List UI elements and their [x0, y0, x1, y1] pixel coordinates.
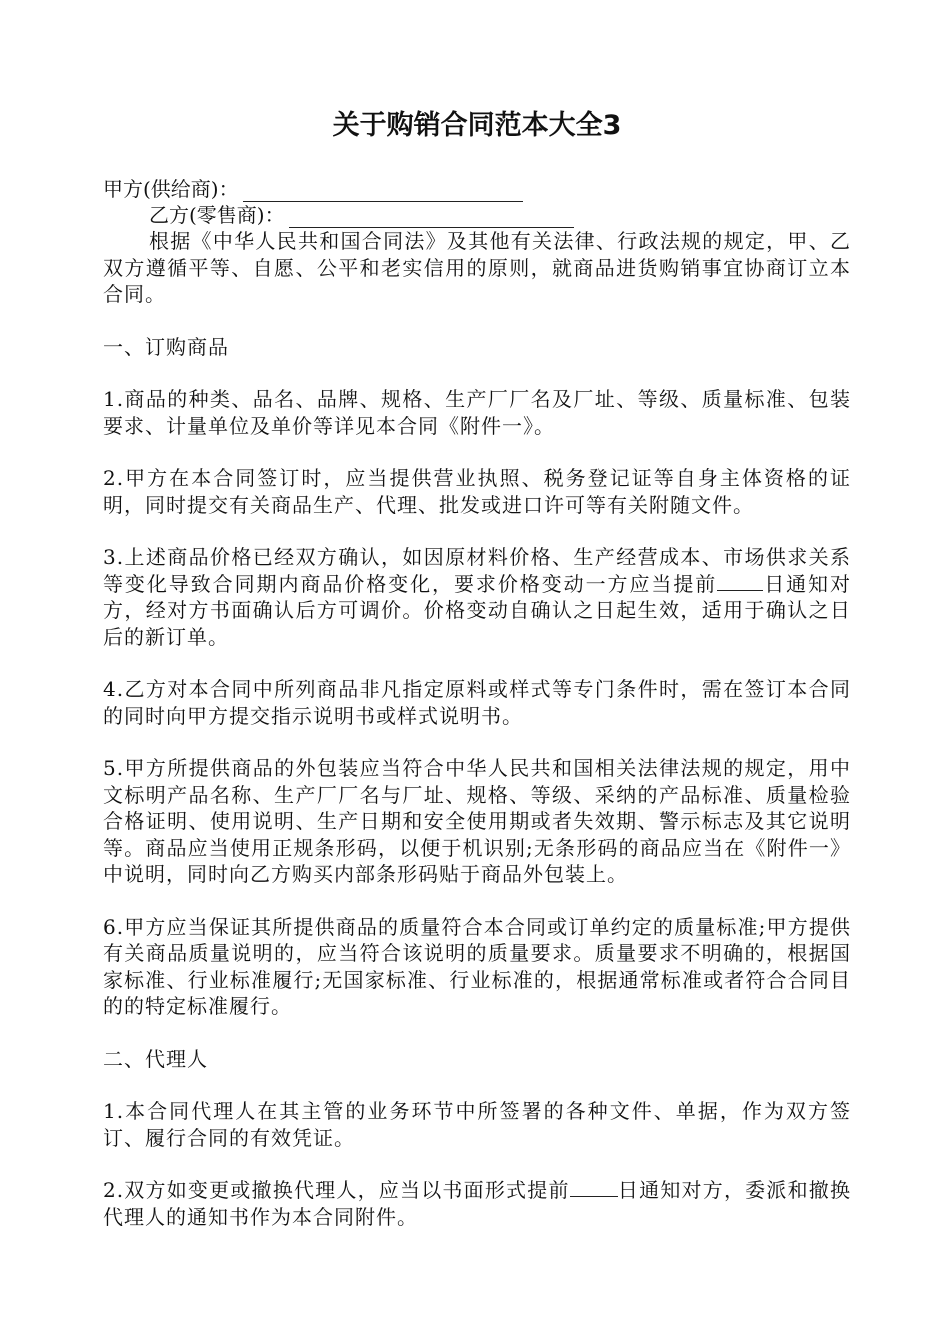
document-page: [103, 106, 851, 1256]
section-1-clause-3: [103, 544, 851, 650]
intro-paragraph: 根据《中华人民共和国合同法》及其他有关法律、行政法规的规定，甲、乙双方遵循平等、自愿、公平和老实信用的原则，就商品进货购销事宜协商订立本合同。: [103, 229, 851, 306]
clause-3-text-b: 日通知对方，经对方书面确认后方可调价。价格变动自确认之日起生效，适用于确认之日后的新订单。: [103, 571, 851, 649]
party-a-line: [103, 176, 851, 202]
party-a-label: 甲方(供给商)：: [103, 177, 239, 201]
party-b-label: 乙方(零售商)：: [149, 203, 285, 227]
section-2-clause-2-text-a: 2.双方如变更或撤换代理人，应当以书面形式提前: [103, 1178, 570, 1202]
section-1-clause-6: 6.甲方应当保证其所提供商品的质量符合本合同或订单约定的质量标准;甲方提供有关商品质量说明的，应当符合该说明的质量要求。质量要求不明确的，根据国家标准、行业标准履行;无国家标准、行业标准的，根据通常标准或者符合合同目的的特定标准履行。: [103, 914, 851, 1018]
party-b-blank: [289, 207, 574, 228]
party-a-blank: [243, 181, 523, 202]
section-2-clause-2-days-blank: [570, 1178, 618, 1197]
section-2-clause-1: 1.本合同代理人在其主管的业务环节中所签署的各种文件、单据，作为双方签订、履行合同的有效凭证。: [103, 1099, 851, 1150]
section-2-heading: 二、代理人: [103, 1046, 208, 1071]
section-1-clause-2: 2.甲方在本合同签订时，应当提供营业执照、税务登记证等自身主体资格的证明，同时提交有关商品生产、代理、批发或进口许可等有关附随文件。: [103, 466, 851, 517]
section-2-clause-2-text-b: 日通知对方，委派和撤换代理人的通知书作为本合同附件。: [103, 1178, 851, 1229]
section-1-clause-1: 1.商品的种类、品名、品牌、规格、生产厂厂名及厂址、等级、质量标准、包装要求、计量单位及单价等详见本合同《附件一》。: [103, 387, 851, 438]
document-title: 关于购销合同范本大全3: [332, 110, 622, 141]
clause-3-days-blank: [717, 572, 763, 591]
section-1-clause-4: 4.乙方对本合同中所列商品非凡指定原料或样式等专门条件时，需在签订本合同的同时向甲方提交指示说明书或样式说明书。: [103, 677, 851, 728]
section-1-clause-5: 5.甲方所提供商品的外包装应当符合中华人民共和国相关法律法规的规定，用中文标明产品名称、生产厂厂名与厂址、规格、等级、采纳的产品标准、质量检验合格证明、使用说明、生产日期和安全使用期或者失效期、警示标志及其它说明等。商品应当使用正规条形码，以便于机识别;无条形码的商品应当在《附件一》中说明，同时向乙方购买内部条形码贴于商品外包装上。: [103, 756, 851, 886]
section-1-heading: 一、订购商品: [103, 334, 229, 359]
clause-3-text-a: 3.上述商品价格已经双方确认，如因原材料价格、生产经营成本、市场供求关系等变化导致合同期内商品价格变化，要求价格变动一方应当提前: [103, 545, 851, 596]
party-b-line: [103, 202, 851, 228]
section-2-clause-2: [103, 1177, 851, 1230]
